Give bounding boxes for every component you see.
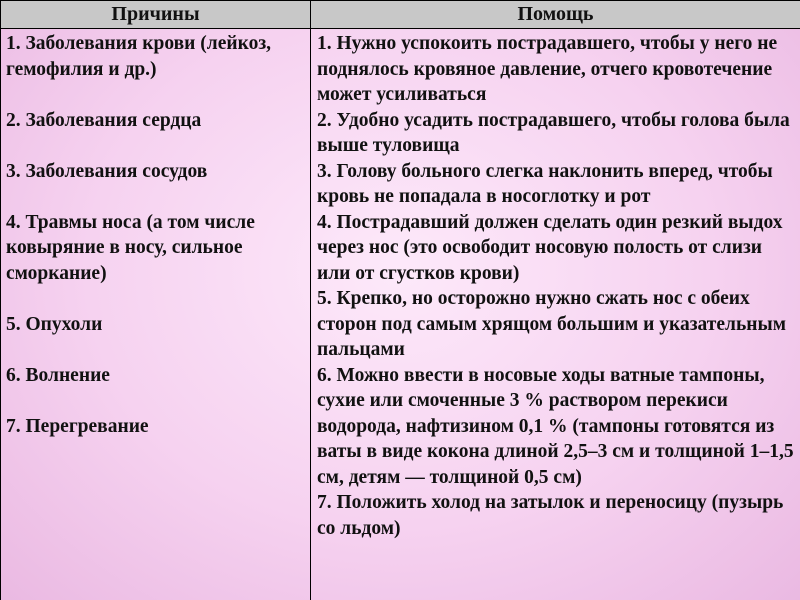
help-item: 3. Голову больного слегка наклонить вперед, чтобы кровь не попадала в носоглотку и рот — [317, 160, 773, 207]
header-row — [1, 1, 800, 29]
cause-item: 7. Перегревание — [6, 415, 149, 437]
help-item: 7. Положить холод на затылок и переносицу (пузырь со льдом) — [317, 492, 784, 539]
cause-item: 1. Заболевания крови (лейкоз, гемофилия и др.) — [6, 33, 272, 80]
help-item: 1. Нужно успокоить пострадавшего, чтобы у него не поднялось кровяное давление, отчего кровотечение может усиливаться — [317, 33, 778, 105]
cause-item: 3. Заболевания сосудов — [6, 160, 208, 182]
cause-item: 6. Волнение — [6, 364, 110, 386]
help-item: 2. Удобно усадить пострадавшего, чтобы голова была выше туловища — [317, 109, 790, 156]
help-item: 4. Пострадавший должен сделать один резкий выдох через нос (это освободит носовую полость от слизи или от сгустков крови) — [317, 211, 783, 284]
help-item: 6. Можно ввести в носовые ходы ватные тампоны, сухие или смоченные 3 % раствором перекиси водорода, нафтизином 0,1 % (тампоны готовятся из ваты в виде кокона длиной 2,5–3 см и толщиной 1–1,5 см, детям — толщиной 0,5 см) — [317, 364, 794, 488]
cause-item: 4. Травмы носа (а том числе ковыряние в носу, сильное сморкание) — [6, 211, 255, 284]
cause-item: 5. Опухоли — [6, 313, 103, 335]
header-help: Помощь — [311, 1, 800, 29]
help-cell — [311, 29, 800, 600]
header-causes: Причины — [1, 1, 311, 29]
body-row — [1, 29, 800, 600]
cause-item: 2. Заболевания сердца — [6, 109, 202, 131]
help-item: 5. Крепко, но осторожно нужно сжать нос с обеих сторон под самым хрящом большим и указательным пальцами — [317, 288, 786, 360]
causes-cell — [1, 29, 311, 600]
